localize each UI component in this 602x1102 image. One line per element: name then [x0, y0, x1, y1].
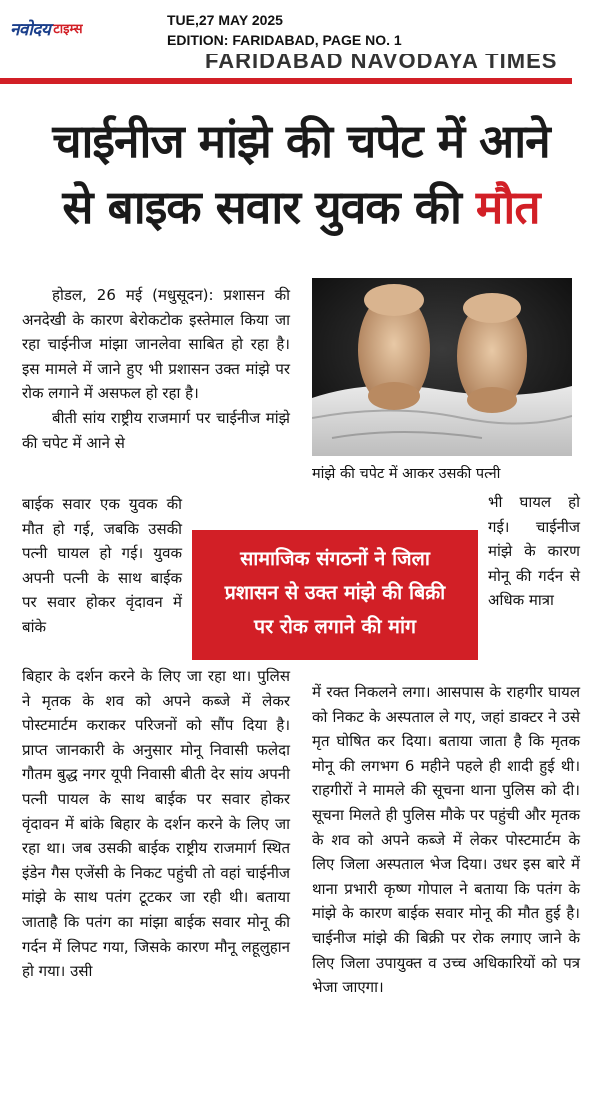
issue-date: TUE,27 MAY 2025 [167, 12, 283, 28]
edition-info: EDITION: FARIDABAD, PAGE NO. 1 [167, 32, 402, 48]
headline-highlight: मौत [475, 180, 540, 234]
feet-under-sheet-image [312, 278, 572, 456]
logo-main-text: नवोदय [10, 19, 51, 40]
article-left-top [22, 283, 290, 455]
callout-line-2: प्रशासन से उक्त मांझे की बिक्री [224, 581, 446, 604]
headline-line-2 [0, 174, 602, 240]
headline [0, 108, 602, 240]
masthead-rule [0, 78, 572, 84]
article-paragraph-1: होडल, 26 मई (मधुसूदन): प्रशासन की अनदेखी के कारण बेरोकटोक इस्तेमाल किया जा रहा चाईनीज मांझा जानलेवा साबित हो रहा है। इस मामले में जाने हुए भी प्रशासन उक्त मांझे पर रोक लगाने में असफल हो रहा है। [22, 286, 290, 403]
callout-line-1: सामाजिक संगठनों ने जिला [240, 547, 430, 570]
page-header [0, 0, 602, 54]
logo-sub-text: टाइम्स [53, 22, 83, 37]
callout-line-3: पर रोक लगाने की मांग [254, 615, 416, 638]
publication-logo [10, 10, 160, 46]
article-paragraph-2: बीती सांय राष्ट्रीय राजमार्ग पर चाईनीज मांझे की चपेट में आने से [22, 408, 290, 452]
article-right-caption-line: मांझे की चपेट में आकर उसकी पत्नी [312, 466, 501, 482]
headline-line-2-text: से बाइक सवार युवक की [62, 180, 461, 234]
headline-line-1: चाईनीज मांझे की चपेट में आने [52, 114, 550, 168]
article-right-narrow: भी घायल हो गई। चाईनीज मांझे के कारण मोनू की गर्दन से अधिक मात्रा [488, 493, 580, 610]
callout-box [192, 530, 478, 660]
article-left-narrow: बाईक सवार एक युवक की मौत हो गई, जबकि उसकी पत्नी घायल हो गई। युवक अपनी पत्नी के साथ बाईक पर सवार होकर वृंदावन में बांके [22, 495, 182, 636]
article-right-bottom: में रक्त निकलने लगा। आसपास के राहगीर घायल को निकट के अस्पताल ले गए, जहां डाक्टर ने उसे मृत घोषित कर दिया। बताया जाता है कि मृतक मोनू की लगभग 6 महीने पहले ही शादी हुई थी। राहगीरों ने मामले की सूचना थाना पुलिस को दी। सूचना मिलते ही पुलिस मौके पर पहुंची और मृतक के शव को अपने कब्जे में लेकर पोस्टमार्टम के लिए जिला अस्पताल भेज दिया। उधर इस बारे में थाना प्रभारी कृष्ण गोपाल ने बताया कि पतंग के मांझे के कारण बाईक सवार मोनू की मौत हुई है। चाईनीज मांझे की बिक्री पर रोक लगाए जाने के लिए जिला उपायुक्त व उच्च अधिकारियों को पत्र भेजा जाएगा। [312, 683, 580, 997]
masthead-title: FARIDABAD NAVODAYA TIMES [205, 54, 558, 73]
edition-meta [167, 10, 402, 50]
article-left-bottom: बिहार के दर्शन करने के लिए जा रहा था। पुलिस ने मृतक के शव को अपने कब्जे में लेकर पोस्टमार्टम कराकर परिजनों को सौंप दिया है। प्राप्त जानकारी के अनुसार मोनू निवासी फलेदा गौतम बुद्ध नगर यूपी निवासी बीती देर सांय अपनी पत्नी पायल के साथ बाईक पर सवार होकर वृंदावन में बांके बिहार के दर्शन करने के लिए जा रहा था। जब उसकी बाईक राष्ट्रीय राजमार्ग स्थित इंडेन गैस एजेंसी के निकट पहुंची तो वहां चाईनीज मांझे के साथ पतंग टूटकर जा रही थी। बताया जाताहै कि पतंग का मांझा बाईक सवार मोनू की गर्दन में लिपट गया, जिसके कारण मौनू लहूलुहान हो गया। उसी [22, 667, 290, 981]
article-photo [312, 278, 572, 456]
